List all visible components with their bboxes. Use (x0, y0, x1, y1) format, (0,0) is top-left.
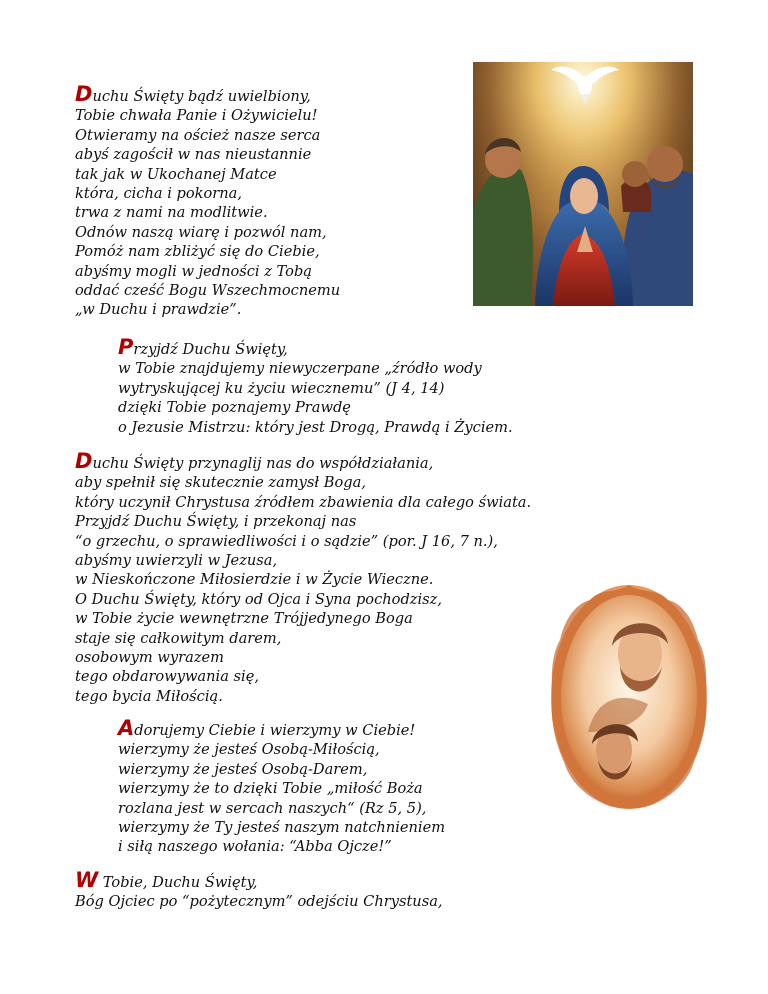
stanza-line: wierzymy że Ty jesteś naszym natchnieniem (118, 819, 446, 837)
stanza-line: trwa z nami na modlitwie. (75, 204, 268, 222)
drop-cap: D (75, 82, 93, 106)
stanza-line: „w Duchu i prawdzie”. (75, 301, 242, 319)
stanza-line: wytryskującej ku życiu wiecznemu” (J 4, 14) (118, 379, 445, 397)
stanza-4 (118, 716, 446, 857)
stanza-line: abyśmy uwierzyli w Jezusa, (75, 552, 278, 570)
trinity-oval-image (548, 582, 710, 812)
stanza-line: Adorujemy Ciebie i wierzymy w Ciebie! (118, 716, 416, 740)
pentecost-painting (473, 62, 693, 306)
stanza-line: Duchu Święty przynaglij nas do współdziałania, (75, 449, 434, 473)
stanza-line: tego bycia Miłością. (75, 687, 223, 705)
stanza-line: wierzymy że jesteś Osobą-Darem, (118, 760, 368, 778)
stanza-line: wierzymy że jesteś Osobą-Miłością, (118, 741, 380, 759)
stanza-line: osobowym wyrazem (75, 649, 224, 667)
stanza-line: Odnów naszą wiarę i pozwól nam, (75, 223, 327, 241)
stanza-line: “o grzechu, o sprawiedliwości i o sądzie” (por. J 16, 7 n.), (75, 532, 498, 550)
drop-cap: W (75, 868, 99, 892)
stanza-line: i siłą naszego wołania: “Abba Ojcze!” (118, 838, 392, 856)
stanza-line: w Tobie życie wewnętrzne Trójjedynego Boga (75, 610, 413, 628)
stanza-line: abyśmy mogli w jedności z Tobą (75, 262, 312, 280)
stanza-line: O Duchu Święty, który od Ojca i Syna pochodzisz, (75, 590, 442, 608)
stanza-line: W Tobie, Duchu Święty, (75, 868, 258, 892)
drop-cap: A (118, 716, 135, 740)
stanza-line: w Tobie znajdujemy niewyczerpane „źródło wody (118, 360, 482, 378)
stanza-2 (118, 335, 513, 437)
stanza-line: rozlana jest w sercach naszych“ (Rz 5, 5), (118, 799, 427, 817)
stanza-line: Tobie chwała Panie i Ożywicielu! (75, 107, 318, 125)
stanza-3 (75, 449, 532, 706)
stanza-line: która, cicha i pokorna, (75, 185, 242, 203)
stanza-line: tak jak w Ukochanej Matce (75, 165, 277, 183)
stanza-line: Bóg Ojciec po “pożytecznym” odejściu Chrystusa, (75, 893, 443, 911)
stanza-line: staje się całkowitym darem, (75, 629, 282, 647)
stanza-line: abyś zagościł w nas nieustannie (75, 146, 312, 164)
drop-cap: D (75, 449, 93, 473)
stanza-line: Pomóż nam zbliżyć się do Ciebie, (75, 243, 320, 261)
stanza-line: Przyjdź Duchu Święty, i przekonaj nas (75, 513, 357, 531)
drop-cap: P (118, 335, 134, 359)
stanza-line: Przyjdź Duchu Święty, (118, 335, 288, 359)
stanza-line: który uczynił Chrystusa źródłem zbawienia dla całego świata. (75, 493, 532, 511)
stanza-line: Otwieramy na oścież nasze serca (75, 126, 321, 144)
stanza-line: tego obdarowywania się, (75, 668, 259, 686)
stanza-1 (75, 82, 341, 320)
stanza-line: w Nieskończone Miłosierdzie i w Życie Wieczne. (75, 571, 434, 589)
stanza-5 (75, 868, 443, 912)
stanza-line: aby spełnił się skutecznie zamysł Boga, (75, 474, 366, 492)
stanza-line: o Jezusie Mistrzu: który jest Drogą, Prawdą i Życiem. (118, 418, 513, 436)
stanza-line: dzięki Tobie poznajemy Prawdę (118, 399, 351, 417)
stanza-line: wierzymy że to dzięki Tobie „miłość Boża (118, 780, 423, 798)
stanza-line: oddać cześć Bogu Wszechmocnemu (75, 282, 341, 300)
stanza-line: Duchu Święty bądź uwielbiony, (75, 82, 311, 106)
